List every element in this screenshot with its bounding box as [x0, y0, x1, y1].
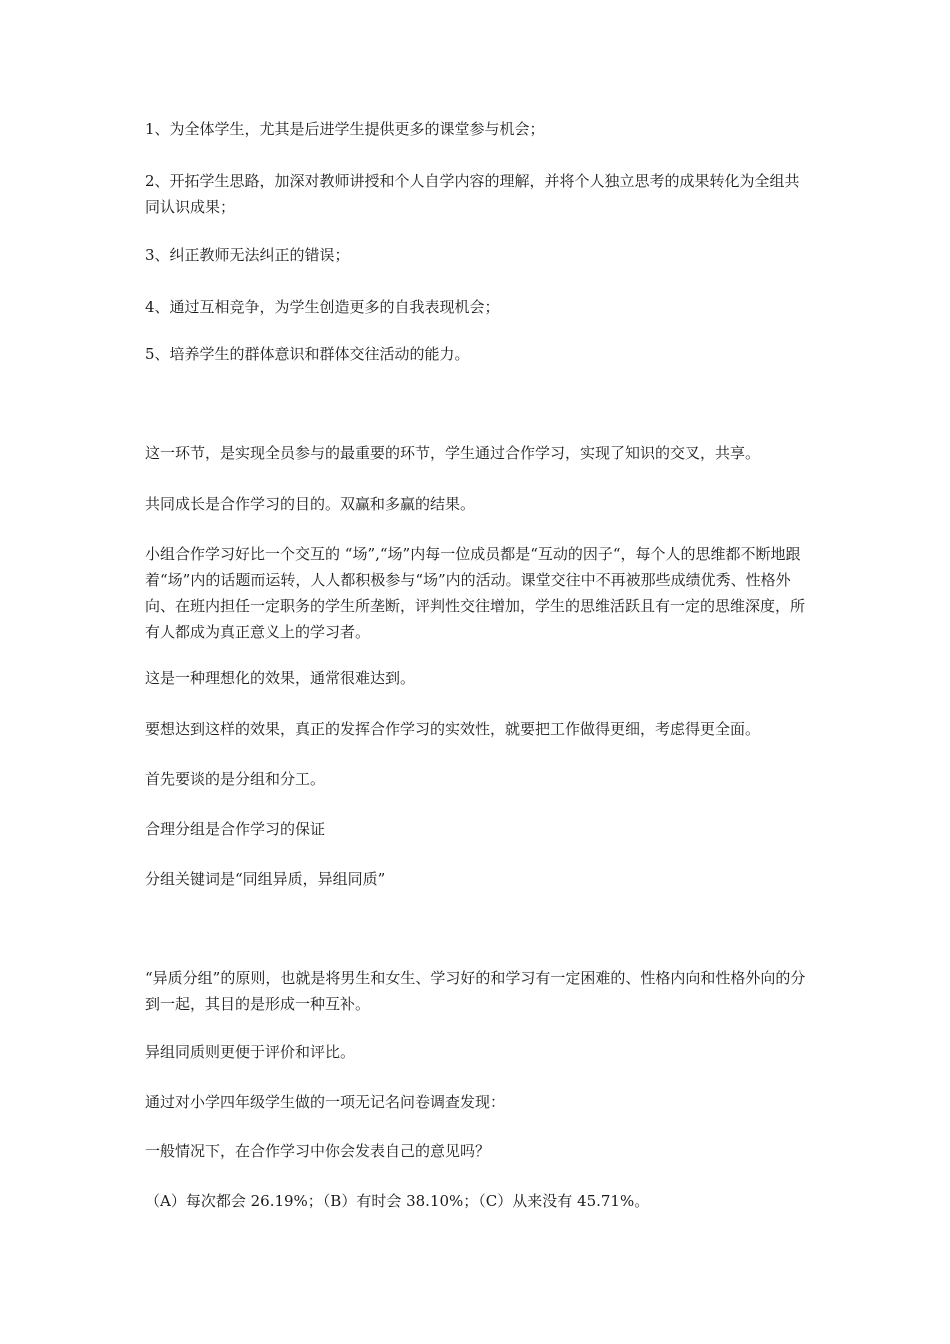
list-item-3: 3、纠正教师无法纠正的错误； [145, 246, 350, 264]
list-item-2: 2、开拓学生思路，加深对教师讲授和个人自学内容的理解，并将个人独立思考的成果转化为全组共同认识成果； [145, 172, 800, 216]
paragraph-effectiveness: 要想达到这样的效果，真正的发挥合作学习的实效性，就要把工作做得更细，考虑得更全面。 [145, 720, 761, 738]
list-item-4: 4、通过互相竞争，为学生创造更多的自我表现机会； [145, 298, 500, 316]
list-item-1: 1、为全体学生，尤其是后进学生提供更多的课堂参与机会； [145, 120, 545, 138]
paragraph-grouping-guarantee: 合理分组是合作学习的保证 [145, 820, 326, 838]
paragraph-grouping-intro: 首先要谈的是分组和分工。 [145, 770, 326, 788]
paragraph-heterogeneous-grouping: “异质分组”的原则，也就是将男生和女生、学习好的和学习有一定困难的、性格内向和性格外向的分到一起，其目的是形成一种互补。 [145, 969, 806, 1013]
paragraph-grouping-keywords: 分组关键词是“同组异质，异组同质” [145, 870, 386, 888]
paragraph-survey-question: 一般情况下，在合作学习中你会发表自己的意见吗？ [145, 1142, 491, 1160]
paragraph-homogeneous-comparison: 异组同质则更便于评价和评比。 [145, 1043, 356, 1061]
paragraph-survey-results: （A）每次都会 26.19%；（B）有时会 38.10%；（C）从来没有 45.71%。 [145, 1192, 650, 1210]
paragraph-survey-intro: 通过对小学四年级学生做的一项无记名问卷调查发现： [145, 1093, 506, 1111]
paragraph-common-growth: 共同成长是合作学习的目的。双赢和多赢的结果。 [145, 495, 476, 513]
paragraph-ideal-effect: 这是一种理想化的效果，通常很难达到。 [145, 669, 416, 687]
list-item-5: 5、培养学生的群体意识和群体交往活动的能力。 [145, 345, 470, 363]
paragraph-participation: 这一环节，是实现全员参与的最重要的环节，学生通过合作学习，实现了知识的交叉，共享。 [145, 444, 761, 462]
paragraph-interactive-field: 小组合作学习好比一个交互的 “场”,“场”内每一位成员都是“互动的因子“，每个人的思维都不断地跟着“场”内的话题而运转，人人都积极参与“场”内的活动。课堂交往中不再被那些成绩优秀、性格外向、在班内担任一定职务的学生所垄断，评判性交往增加，学生的思维活跃且有一定的思维深度，所有人都成为真正意义上的学习者。 [145, 545, 806, 641]
